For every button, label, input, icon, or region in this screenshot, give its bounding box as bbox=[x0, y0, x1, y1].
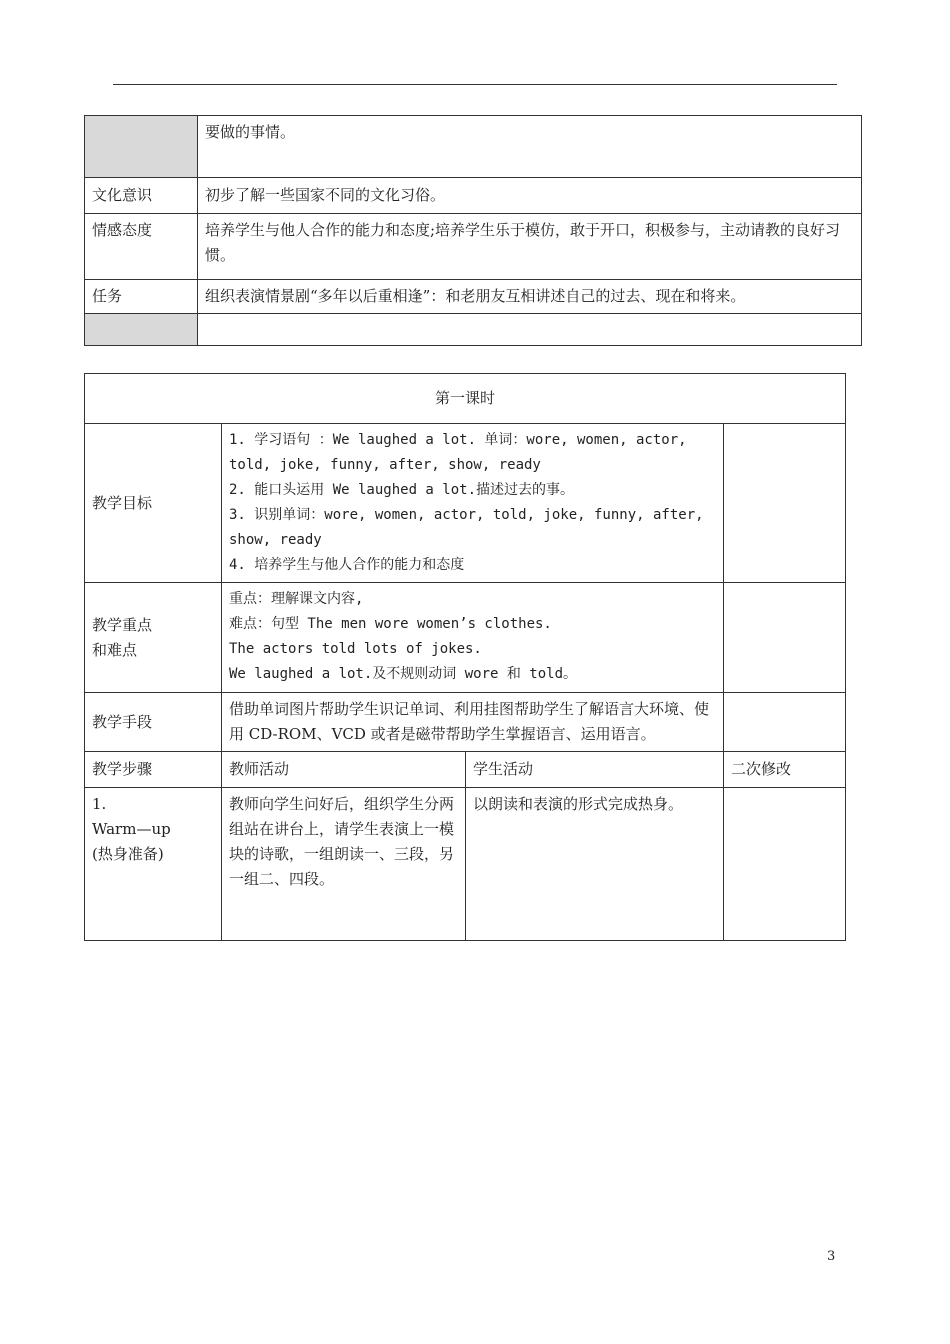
task-label: 任务 bbox=[85, 280, 198, 314]
keypoint-item: 难点：句型 The men wore women’s clothes. bbox=[229, 616, 552, 632]
goals-revise-cell bbox=[724, 424, 846, 583]
header-student: 学生活动 bbox=[466, 752, 724, 788]
step1-student-activity: 以朗读和表演的形式完成热身。 bbox=[466, 788, 724, 941]
header-steps: 教学步骤 bbox=[85, 752, 222, 788]
attitude-label: 情感态度 bbox=[85, 214, 198, 280]
keypoints-revise-cell bbox=[724, 583, 846, 693]
table1-row1-text: 要做的事情。 bbox=[198, 116, 862, 178]
step1-teacher-activity: 教师向学生问好后，组织学生分两组站在讲台上，请学生表演上一模块的诗歌，一组朗读一、三段，另一组二、四段。 bbox=[222, 788, 466, 941]
table1-label-empty bbox=[85, 116, 198, 178]
keypoints-label-line: 教学重点 bbox=[92, 615, 153, 634]
task-text: 组织表演情景剧“多年以后重相逢”：和老朋友互相讲述自己的过去、现在和将来。 bbox=[198, 280, 862, 314]
lesson-title: 第一课时 bbox=[85, 374, 846, 424]
goal-item: 3. 识别单词：wore, women, actor, told, joke, funny, after, show, ready bbox=[229, 507, 704, 548]
goal-item: 2. 能口头运用 We laughed a lot.描述过去的事。 bbox=[229, 482, 575, 498]
page-number: 3 bbox=[827, 1249, 836, 1264]
means-revise-cell bbox=[724, 693, 846, 752]
step1-name: Warm—up bbox=[92, 820, 171, 838]
keypoint-item: 重点：理解课文内容, bbox=[229, 591, 364, 607]
step1-number: 1. bbox=[92, 795, 107, 813]
objectives-table bbox=[84, 115, 862, 346]
goals-label: 教学目标 bbox=[85, 424, 222, 583]
goal-item: 1. 学习语句 ：We laughed a lot. 单词：wore, women, actor, told, joke, funny, after, show, ready bbox=[229, 432, 687, 473]
step1-label bbox=[85, 788, 222, 941]
goals-content bbox=[222, 424, 724, 583]
culture-text: 初步了解一些国家不同的文化习俗。 bbox=[198, 178, 862, 214]
keypoint-item: We laughed a lot.及不规则动词 wore 和 told。 bbox=[229, 666, 578, 682]
header-revise: 二次修改 bbox=[724, 752, 846, 788]
means-text: 借助单词图片帮助学生识记单词、利用挂图帮助学生了解语言大环境、使用 CD-ROM、VCD 或者是磁带帮助学生掌握语言、运用语言。 bbox=[222, 693, 724, 752]
attitude-text: 培养学生与他人合作的能力和态度;培养学生乐于模仿，敢于开口，积极参与，主动请教的良好习惯。 bbox=[198, 214, 862, 280]
table1-empty-label bbox=[85, 314, 198, 346]
table1-empty-cell bbox=[198, 314, 862, 346]
keypoints-content bbox=[222, 583, 724, 693]
step1-cn-name: (热身准备) bbox=[92, 845, 164, 863]
keypoints-label-line: 和难点 bbox=[92, 640, 138, 659]
culture-label: 文化意识 bbox=[85, 178, 198, 214]
goal-item: 4. 培养学生与他人合作的能力和态度 bbox=[229, 557, 465, 573]
keypoints-label bbox=[85, 583, 222, 693]
means-label: 教学手段 bbox=[85, 693, 222, 752]
header-rule bbox=[113, 84, 837, 85]
keypoint-item: The actors told lots of jokes. bbox=[229, 641, 482, 657]
lesson-plan-table bbox=[84, 373, 846, 941]
header-teacher: 教师活动 bbox=[222, 752, 466, 788]
step1-revise-cell bbox=[724, 788, 846, 941]
